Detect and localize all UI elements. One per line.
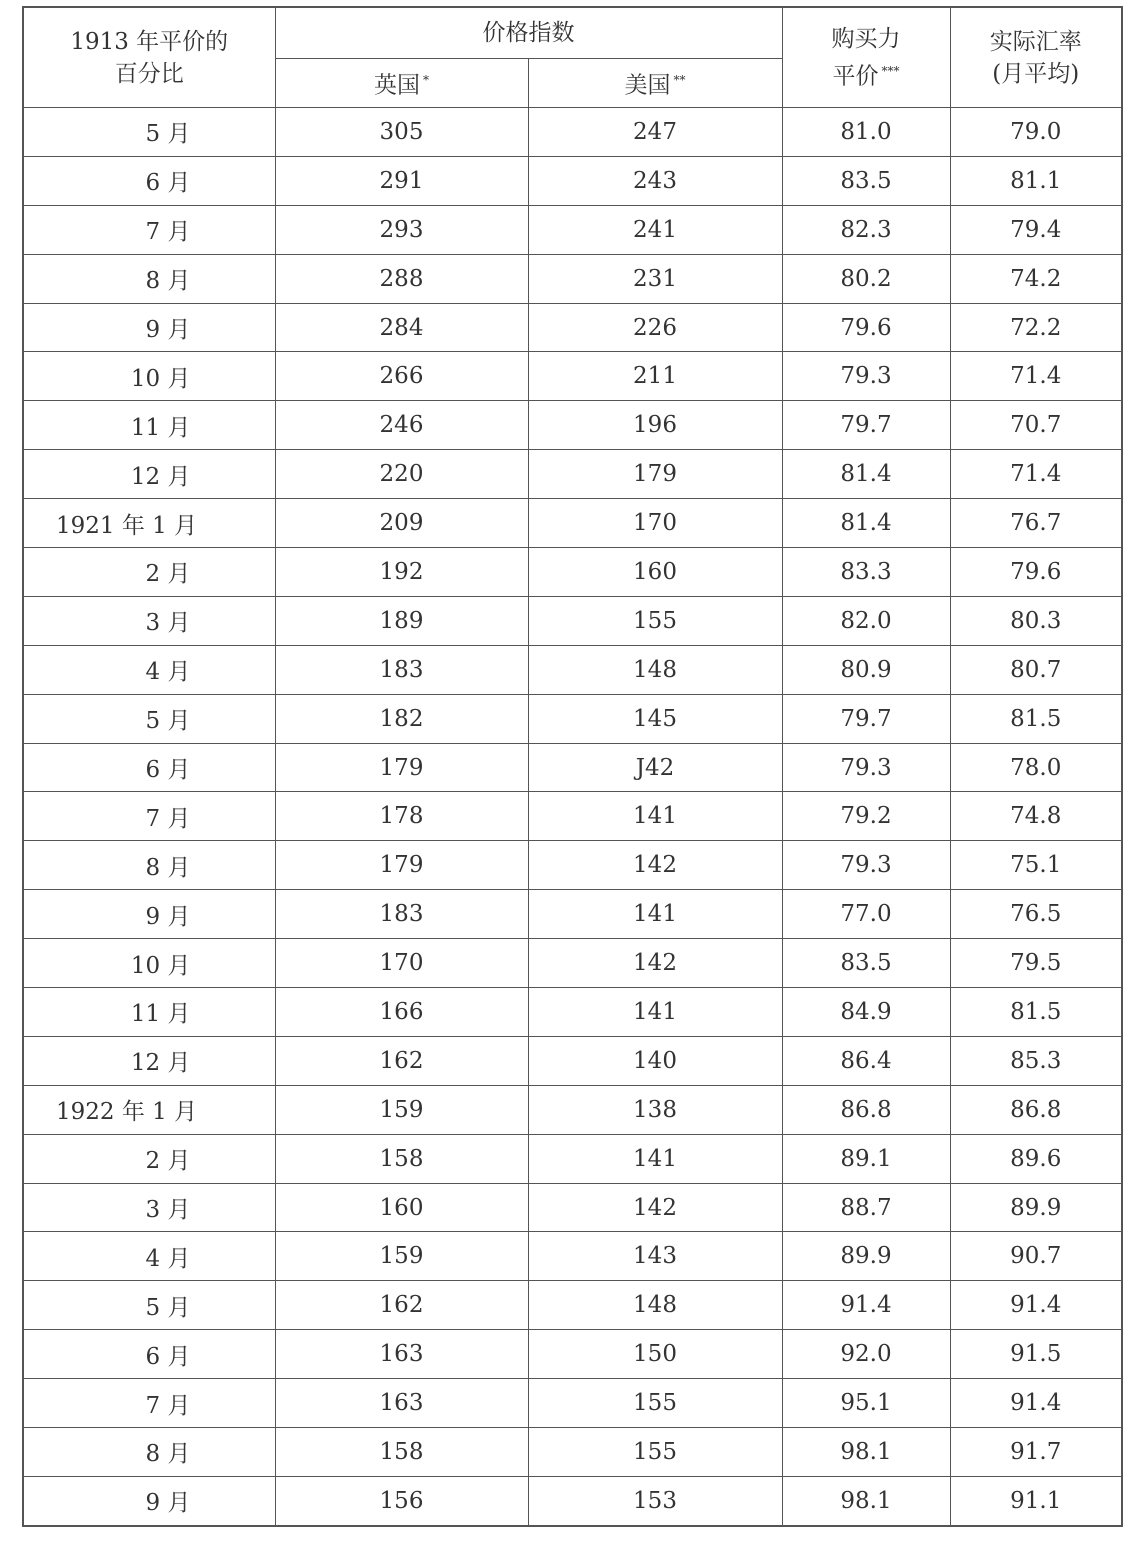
table-row	[23, 792, 1122, 841]
ppp-cell: 81.4	[782, 499, 950, 548]
exchange-rate-cell: 76.7	[950, 499, 1122, 548]
uk-price-cell: 305	[275, 108, 528, 157]
table-row	[23, 303, 1122, 352]
ppp-cell: 80.9	[782, 645, 950, 694]
period-cell: 11 月	[23, 401, 275, 450]
exchange-rate-cell: 78.0	[950, 743, 1122, 792]
us-price-cell: 231	[528, 254, 782, 303]
ppp-cell: 79.2	[782, 792, 950, 841]
ppp-cell: 83.5	[782, 156, 950, 205]
us-price-cell: 141	[528, 792, 782, 841]
period-cell: 6 月	[23, 156, 275, 205]
table-row	[23, 1134, 1122, 1183]
uk-price-cell: 163	[275, 1379, 528, 1428]
ppp-cell: 88.7	[782, 1183, 950, 1232]
period-cell: 7 月	[23, 1379, 275, 1428]
exchange-rate-cell: 70.7	[950, 401, 1122, 450]
us-price-cell: 170	[528, 499, 782, 548]
us-footnote-mark: **	[673, 73, 686, 88]
exchange-rate-header-line2: (月平均)	[992, 60, 1080, 87]
us-price-cell: 148	[528, 645, 782, 694]
exchange-rate-cell: 86.8	[950, 1085, 1122, 1134]
period-header-line2: 百分比	[114, 60, 184, 87]
ppp-cell: 84.9	[782, 988, 950, 1037]
exchange-rate-cell: 91.7	[950, 1428, 1122, 1477]
period-cell: 12 月	[23, 450, 275, 499]
exchange-rate-cell: 76.5	[950, 890, 1122, 939]
exchange-rate-cell: 89.9	[950, 1183, 1122, 1232]
ppp-cell: 98.1	[782, 1476, 950, 1525]
ppp-cell: 80.2	[782, 254, 950, 303]
table-row	[23, 548, 1122, 597]
us-price-cell: 142	[528, 1183, 782, 1232]
uk-price-cell: 183	[275, 645, 528, 694]
uk-price-cell: 182	[275, 694, 528, 743]
table-body	[23, 108, 1122, 1526]
ppp-cell: 83.3	[782, 548, 950, 597]
uk-price-cell: 293	[275, 205, 528, 254]
period-cell: 6 月	[23, 1330, 275, 1379]
exchange-rate-cell: 71.4	[950, 450, 1122, 499]
ppp-cell: 79.3	[782, 352, 950, 401]
ppp-cell: 82.3	[782, 205, 950, 254]
table-row	[23, 841, 1122, 890]
table-row	[23, 694, 1122, 743]
us-price-cell: 226	[528, 303, 782, 352]
uk-price-cell: 220	[275, 450, 528, 499]
us-price-cell: 141	[528, 988, 782, 1037]
us-price-cell: 241	[528, 205, 782, 254]
ppp-cell: 86.4	[782, 1036, 950, 1085]
table-row	[23, 1281, 1122, 1330]
us-price-cell: 141	[528, 1134, 782, 1183]
table-row	[23, 450, 1122, 499]
uk-price-cell: 291	[275, 156, 528, 205]
ppp-header-line2: 平价	[832, 63, 879, 90]
table-row	[23, 1036, 1122, 1085]
ppp-cell: 83.5	[782, 939, 950, 988]
exchange-rate-cell: 72.2	[950, 303, 1122, 352]
price-index-table	[22, 6, 1123, 1527]
period-cell: 9 月	[23, 303, 275, 352]
table-row	[23, 499, 1122, 548]
us-price-cell: 243	[528, 156, 782, 205]
table-row	[23, 401, 1122, 450]
period-cell: 8 月	[23, 1428, 275, 1477]
period-cell: 2 月	[23, 1134, 275, 1183]
table-row	[23, 108, 1122, 157]
ppp-header	[782, 7, 950, 108]
ppp-cell: 98.1	[782, 1428, 950, 1477]
ppp-cell: 89.1	[782, 1134, 950, 1183]
period-cell: 4 月	[23, 1232, 275, 1281]
us-price-cell: 155	[528, 1379, 782, 1428]
us-header	[528, 59, 782, 108]
uk-price-cell: 284	[275, 303, 528, 352]
exchange-rate-cell: 81.1	[950, 156, 1122, 205]
exchange-rate-cell: 81.5	[950, 694, 1122, 743]
period-cell: 3 月	[23, 1183, 275, 1232]
uk-price-cell: 162	[275, 1036, 528, 1085]
us-header-label: 美国	[624, 72, 671, 99]
ppp-cell: 91.4	[782, 1281, 950, 1330]
table-row	[23, 1476, 1122, 1525]
period-cell: 8 月	[23, 841, 275, 890]
us-price-cell: 155	[528, 596, 782, 645]
ppp-footnote-mark: ***	[881, 63, 900, 78]
uk-price-cell: 158	[275, 1428, 528, 1477]
period-cell: 7 月	[23, 792, 275, 841]
exchange-rate-header-line1: 实际汇率	[989, 28, 1082, 55]
uk-price-cell: 162	[275, 1281, 528, 1330]
uk-price-cell: 163	[275, 1330, 528, 1379]
uk-price-cell: 266	[275, 352, 528, 401]
table-row	[23, 254, 1122, 303]
period-cell: 11 月	[23, 988, 275, 1037]
exchange-rate-cell: 79.6	[950, 548, 1122, 597]
uk-header-label: 英国	[374, 72, 420, 99]
uk-price-cell: 246	[275, 401, 528, 450]
table-row	[23, 1232, 1122, 1281]
us-price-cell: 140	[528, 1036, 782, 1085]
exchange-rate-header	[950, 7, 1122, 108]
ppp-cell: 79.6	[782, 303, 950, 352]
price-index-header: 价格指数	[275, 7, 782, 59]
exchange-rate-cell: 79.5	[950, 939, 1122, 988]
us-price-cell: 211	[528, 352, 782, 401]
exchange-rate-cell: 91.1	[950, 1476, 1122, 1525]
us-price-cell: J42	[528, 743, 782, 792]
exchange-rate-cell: 74.2	[950, 254, 1122, 303]
us-price-cell: 196	[528, 401, 782, 450]
period-cell: 5 月	[23, 1281, 275, 1330]
period-cell: 1921 年 1 月	[23, 499, 275, 548]
table-row	[23, 743, 1122, 792]
uk-price-cell: 158	[275, 1134, 528, 1183]
uk-price-cell: 288	[275, 254, 528, 303]
ppp-header-line1: 购买力	[831, 25, 901, 52]
ppp-cell: 95.1	[782, 1379, 950, 1428]
table-row	[23, 1428, 1122, 1477]
uk-price-cell: 192	[275, 548, 528, 597]
exchange-rate-cell: 89.6	[950, 1134, 1122, 1183]
table-row	[23, 596, 1122, 645]
table-row	[23, 156, 1122, 205]
us-price-cell: 143	[528, 1232, 782, 1281]
exchange-rate-cell: 79.0	[950, 108, 1122, 157]
ppp-cell: 86.8	[782, 1085, 950, 1134]
us-price-cell: 247	[528, 108, 782, 157]
exchange-rate-cell: 85.3	[950, 1036, 1122, 1085]
exchange-rate-cell: 79.4	[950, 205, 1122, 254]
us-price-cell: 142	[528, 939, 782, 988]
us-price-cell: 179	[528, 450, 782, 499]
exchange-rate-cell: 75.1	[950, 841, 1122, 890]
exchange-rate-cell: 90.7	[950, 1232, 1122, 1281]
table-row	[23, 1085, 1122, 1134]
ppp-cell: 79.7	[782, 401, 950, 450]
ppp-cell: 77.0	[782, 890, 950, 939]
table-row	[23, 1379, 1122, 1428]
exchange-rate-cell: 71.4	[950, 352, 1122, 401]
exchange-rate-cell: 91.5	[950, 1330, 1122, 1379]
ppp-cell: 81.4	[782, 450, 950, 499]
us-price-cell: 150	[528, 1330, 782, 1379]
period-cell: 12 月	[23, 1036, 275, 1085]
period-header	[23, 7, 275, 108]
period-cell: 9 月	[23, 890, 275, 939]
exchange-rate-cell: 91.4	[950, 1281, 1122, 1330]
us-price-cell: 145	[528, 694, 782, 743]
uk-footnote-mark: *	[423, 73, 429, 88]
ppp-cell: 82.0	[782, 596, 950, 645]
period-cell: 5 月	[23, 694, 275, 743]
period-cell: 10 月	[23, 939, 275, 988]
ppp-cell: 79.7	[782, 694, 950, 743]
us-price-cell: 155	[528, 1428, 782, 1477]
table-row	[23, 939, 1122, 988]
period-cell: 4 月	[23, 645, 275, 694]
period-cell: 6 月	[23, 743, 275, 792]
us-price-cell: 160	[528, 548, 782, 597]
table-row	[23, 645, 1122, 694]
uk-price-cell: 179	[275, 743, 528, 792]
exchange-rate-cell: 81.5	[950, 988, 1122, 1037]
uk-price-cell: 189	[275, 596, 528, 645]
uk-price-cell: 160	[275, 1183, 528, 1232]
us-price-cell: 153	[528, 1476, 782, 1525]
uk-price-cell: 183	[275, 890, 528, 939]
ppp-cell: 81.0	[782, 108, 950, 157]
table-row	[23, 1330, 1122, 1379]
uk-price-cell: 166	[275, 988, 528, 1037]
uk-price-cell: 156	[275, 1476, 528, 1525]
uk-price-cell: 178	[275, 792, 528, 841]
exchange-rate-cell: 74.8	[950, 792, 1122, 841]
us-price-cell: 141	[528, 890, 782, 939]
table-row	[23, 988, 1122, 1037]
ppp-cell: 79.3	[782, 743, 950, 792]
uk-price-cell: 159	[275, 1232, 528, 1281]
period-cell: 3 月	[23, 596, 275, 645]
uk-price-cell: 179	[275, 841, 528, 890]
uk-price-cell: 170	[275, 939, 528, 988]
exchange-rate-cell: 80.3	[950, 596, 1122, 645]
uk-header	[275, 59, 528, 108]
table-row	[23, 890, 1122, 939]
us-price-cell: 138	[528, 1085, 782, 1134]
table-row	[23, 352, 1122, 401]
period-cell: 7 月	[23, 205, 275, 254]
period-cell: 10 月	[23, 352, 275, 401]
ppp-cell: 89.9	[782, 1232, 950, 1281]
exchange-rate-cell: 91.4	[950, 1379, 1122, 1428]
uk-price-cell: 159	[275, 1085, 528, 1134]
ppp-cell: 92.0	[782, 1330, 950, 1379]
period-cell: 5 月	[23, 108, 275, 157]
period-header-line1: 1913 年平价的	[70, 28, 229, 55]
period-cell: 1922 年 1 月	[23, 1085, 275, 1134]
table-row	[23, 205, 1122, 254]
ppp-cell: 79.3	[782, 841, 950, 890]
exchange-rate-cell: 80.7	[950, 645, 1122, 694]
period-cell: 9 月	[23, 1476, 275, 1525]
us-price-cell: 142	[528, 841, 782, 890]
uk-price-cell: 209	[275, 499, 528, 548]
period-cell: 2 月	[23, 548, 275, 597]
table-row	[23, 1183, 1122, 1232]
us-price-cell: 148	[528, 1281, 782, 1330]
period-cell: 8 月	[23, 254, 275, 303]
